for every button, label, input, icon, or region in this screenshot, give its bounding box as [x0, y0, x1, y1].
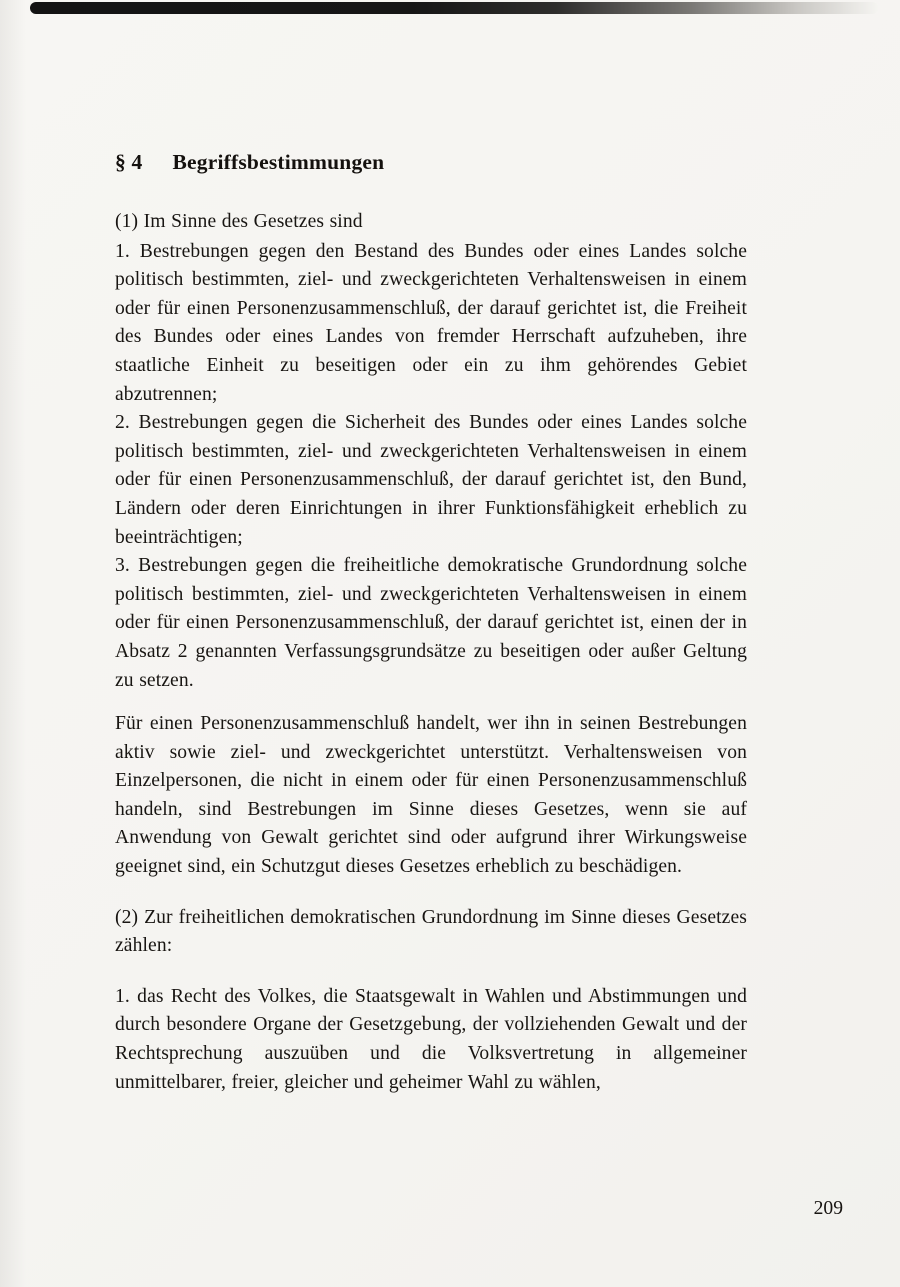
scan-artifact-top-bar — [30, 2, 878, 14]
personenzusammenschluss-paragraph: Für einen Personenzusammenschluß handelt, wer ihn in seinen Bestrebungen aktiv sowie ziel- und zweckgerichtet unterstützt. Verhaltensweisen von Einzelpersonen, die nicht in einem oder für einen Personenzusammenschluß handeln, sind Bestrebungen im Sinne dieses Gesetzes, wenn sie auf Anwendung von Gewalt gerichtet sind oder aufgrund ihrer Wirkungsweise geeignet sind, ein Schutzgut dieses Gesetzes erheblich zu beschädigen. — [115, 713, 747, 878]
definition-item-2: 2. Bestrebungen gegen die Sicherheit des Bundes oder eines Landes solche politisch bestimmten, ziel- und zweckgerichteten Verhaltensweisen in einem oder für einen Personenzusammenschluß, der darauf gerichtet ist, den Bund, Ländern oder deren Einrichtungen in ihrer Funktionsfähigkeit erheblich zu beeinträchtigen; — [115, 412, 747, 548]
definition-item-3: 3. Bestrebungen gegen die freiheitliche demokratische Grundordnung solche politisch bestimmten, ziel- und zweckgerichteten Verhaltensweisen in einem oder für einen Personenzusammenschluß, der darauf gerichtet ist, einen der in Absatz 2 genannten Verfassungsgrundsätze zu beseitigen oder außer Geltung zu setzen. — [115, 555, 747, 691]
definition-item-1: 1. Bestrebungen gegen den Bestand des Bundes oder eines Landes solche politisch bestimmten, ziel- und zweckgerichteten Verhaltensweisen in einem oder für einen Personenzusammenschluß, der darauf gerichtet ist, die Freiheit des Bundes oder eines Landes von fremder Herrschaft aufzuheben, ihre staatliche Einheit zu beseitigen oder ein zu ihm gehörendes Gebiet abzutrennen; — [115, 240, 747, 405]
section-title: Begriffsbestimmungen — [172, 150, 385, 174]
scan-artifact-left-edge — [0, 0, 26, 1287]
text-area — [115, 150, 747, 1097]
absatz-2-intro: (2) Zur freiheitlichen demokratischen Grundordnung im Sinne dieses Gesetzes zählen: — [115, 906, 747, 957]
section-number: § 4 — [115, 150, 143, 174]
section-heading — [115, 150, 747, 175]
absatz-2-item-1: 1. das Recht des Volkes, die Staatsgewalt in Wahlen und Abstimmungen und durch besondere Organe der Gesetzgebung, der vollziehenden Gewalt und der Rechtsprechung auszuüben und die Volksvertretung in allgemeiner unmittelbarer, freier, gleicher und geheimer Wahl zu wählen, — [115, 985, 747, 1093]
page-number: 209 — [813, 1198, 843, 1219]
absatz-1-intro: (1) Im Sinne des Gesetzes sind — [115, 211, 363, 232]
